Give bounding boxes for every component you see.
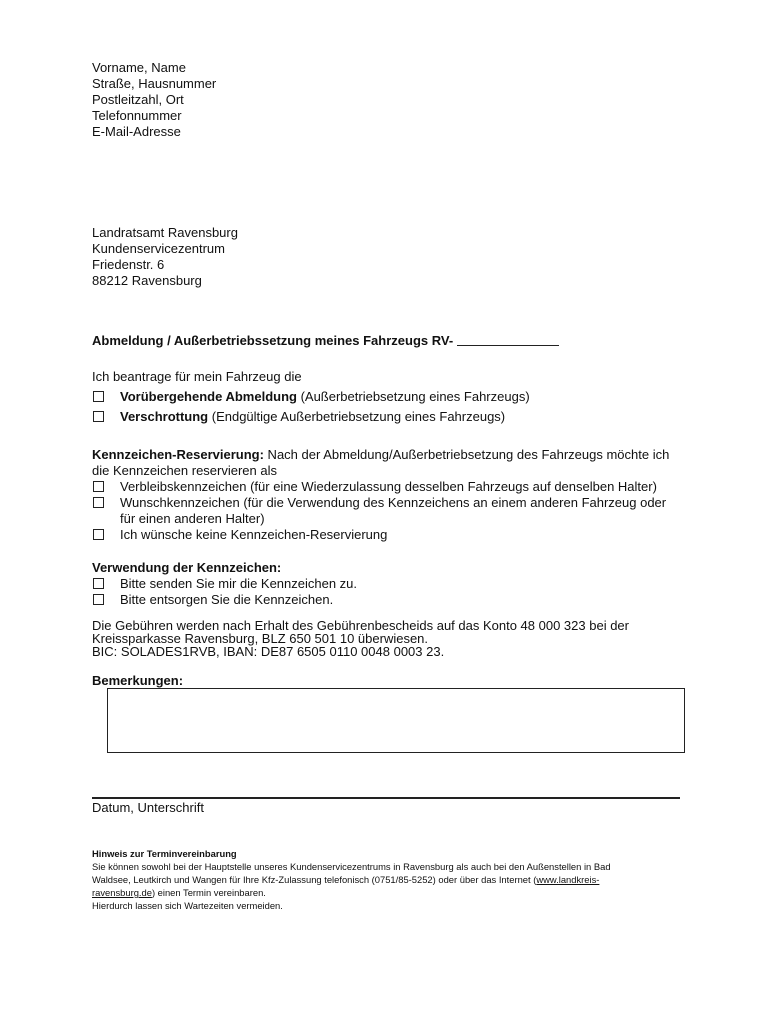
sender-email: E-Mail-Adresse bbox=[92, 124, 181, 139]
sender-name: Vorname, Name bbox=[92, 60, 186, 75]
option-custom-plate-continuation: für einen anderen Halter) bbox=[120, 511, 265, 526]
notice-heading: Hinweis zur Terminvereinbarung bbox=[92, 848, 237, 859]
notice-line-2 bbox=[92, 873, 599, 886]
subject-heading: Abmeldung / Außerbetriebssetzung meines Fahrzeugs RV- bbox=[92, 333, 454, 348]
option-scrapping-bold: Verschrottung bbox=[120, 409, 209, 424]
sender-city: Postleitzahl, Ort bbox=[92, 92, 184, 107]
checkbox-dispose-plates[interactable] bbox=[93, 594, 104, 605]
notice-line-2-text: Waldsee, Leutkirch und Wangen für Ihre Kfz-Zulassung telefonisch (0751/85-5252) oder über das Internet ( bbox=[92, 874, 537, 885]
option-temporary-rest: (Außerbetriebsetzung eines Fahrzeugs) bbox=[296, 389, 530, 404]
reservation-text-line-1 bbox=[92, 447, 669, 463]
option-custom-plate: Wunschkennzeichen (für die Verwendung des Kennzeichens an einem anderen Fahrzeug oder bbox=[120, 495, 667, 510]
fees-line-1: Die Gebühren werden nach Erhalt des Gebührenbescheids auf das Konto 48 000 323 bei der bbox=[92, 618, 629, 633]
notice-line-3-text: ) einen Termin vereinbaren. bbox=[151, 887, 266, 898]
recipient-line-4: 88212 Ravensburg bbox=[92, 273, 202, 288]
reservation-text-line-2: die Kennzeichen reservieren als bbox=[92, 463, 277, 478]
remarks-heading: Bemerkungen: bbox=[92, 673, 184, 688]
usage-heading: Verwendung der Kennzeichen: bbox=[92, 560, 282, 575]
option-retention-plate: Verbleibskennzeichen (für eine Wiederzulassung desselben Fahrzeugs auf denselben Halter) bbox=[120, 479, 657, 494]
checkbox-send-plates[interactable] bbox=[93, 578, 104, 589]
recipient-line-3: Friedenstr. 6 bbox=[92, 257, 165, 272]
notice-link-part-1[interactable]: www.landkreis- bbox=[536, 874, 600, 885]
notice-line-1: Sie können sowohl bei der Hauptstelle unseres Kundenservicezentrums in Ravensburg als auch bei den Außenstellen in Bad bbox=[92, 861, 611, 872]
option-scrapping bbox=[120, 409, 505, 425]
reservation-heading: Kennzeichen-Reservierung: bbox=[92, 447, 264, 462]
option-temporary-bold: Vorübergehende Abmeldung bbox=[120, 389, 297, 404]
recipient-line-1: Landratsamt Ravensburg bbox=[92, 225, 238, 240]
notice-line-4: Hierdurch lassen sich Wartezeiten vermeiden. bbox=[92, 900, 283, 911]
reservation-text: Nach der Abmeldung/Außerbetriebsetzung des Fahrzeugs möchte ich bbox=[263, 447, 670, 462]
signature-label: Datum, Unterschrift bbox=[92, 800, 204, 815]
checkbox-no-reservation[interactable] bbox=[93, 529, 104, 540]
request-intro: Ich beantrage für mein Fahrzeug die bbox=[92, 369, 302, 384]
sender-street: Straße, Hausnummer bbox=[92, 76, 217, 91]
option-scrapping-rest: (Endgültige Außerbetriebsetzung eines Fahrzeugs) bbox=[208, 409, 506, 424]
notice-link-part-2[interactable]: ravensburg.de bbox=[92, 887, 152, 898]
signature-line bbox=[92, 797, 680, 799]
option-temporary-deregistration bbox=[120, 389, 530, 405]
fees-line-3: BIC: SOLADES1RVB, IBAN: DE87 6505 0110 0048 0003 23. bbox=[92, 644, 445, 659]
option-no-reservation: Ich wünsche keine Kennzeichen-Reservierung bbox=[120, 527, 388, 542]
recipient-line-2: Kundenservicezentrum bbox=[92, 241, 225, 256]
fees-line-2: Kreissparkasse Ravensburg, BLZ 650 501 10 überwiesen. bbox=[92, 631, 429, 646]
sender-phone: Telefonnummer bbox=[92, 108, 182, 123]
checkbox-temporary-deregistration[interactable] bbox=[93, 391, 104, 402]
option-dispose-plates: Bitte entsorgen Sie die Kennzeichen. bbox=[120, 592, 334, 607]
remarks-textbox[interactable] bbox=[107, 688, 685, 753]
checkbox-custom-plate[interactable] bbox=[93, 497, 104, 508]
plate-number-field[interactable] bbox=[457, 345, 559, 346]
checkbox-scrapping[interactable] bbox=[93, 411, 104, 422]
notice-line-3 bbox=[92, 886, 266, 899]
checkbox-retention-plate[interactable] bbox=[93, 481, 104, 492]
option-send-plates: Bitte senden Sie mir die Kennzeichen zu. bbox=[120, 576, 358, 591]
